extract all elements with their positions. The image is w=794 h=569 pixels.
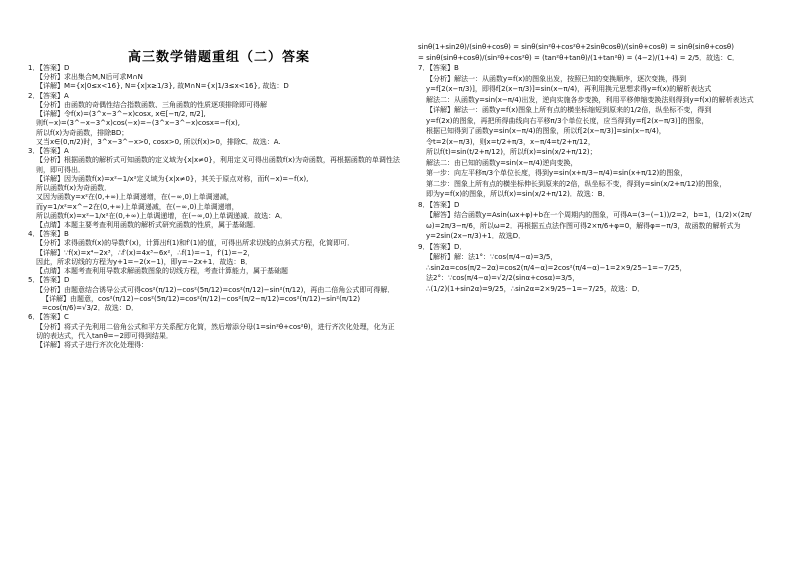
right-text-line: 法2°：∵cos(π/4−α)=√2/2(sinα+cosα)=3/5， (426, 274, 580, 282)
left-text-line: 【分析】根据函数的解析式可知函数的定义域为{x|x≠0}，利用定义可得出函数f(x)为奇函数，再根据函数的单调性法则，即可得出． (36, 156, 400, 174)
left-text-line: 【分析】由题意结合诱导公式可得cos²(π/12)−cos²(5π/12)=cos²(π/12)−sin²(π/12)，再由二倍角公式即可得解． (36, 285, 395, 294)
left-text-line: 6．【答案】C (28, 313, 69, 322)
right-text-line: 所以f(t)=sin(t/2+π/12)，所以f(x)=sin(x/2+π/12)； (426, 148, 597, 156)
right-column (418, 42, 780, 294)
left-text-line: 1．【答案】D (28, 64, 70, 72)
left-text-line: 【分析】求出集合M,N后可求M∩N (36, 73, 143, 82)
left-text-line: 而y=1/x²=x^−2在(0,+∞)上单调递减，在(−∞,0)上单调递增， (36, 202, 239, 211)
right-text-line: y=f[2(x−π/3)]，即得f[2(x−π/3)]=sin(x−π/4)，再利用换元思想求得y=f(x)的解析表达式 (426, 85, 712, 93)
left-text-line: 因此，所求切线的方程为y+1=−2(x−1)，即y=−2x+1．故选：B． (36, 257, 253, 266)
left-column (28, 64, 400, 569)
left-text-line: 2．【答案】A (28, 91, 69, 100)
left-text-line: 【点睛】本题考查利用导数求解函数图象的切线方程，考查计算能力，属于基础题 (36, 267, 288, 276)
right-text-line: 即为y=f(x)的图象，所以f(x)=sin(x/2+π/12)．故选：B． (426, 190, 610, 198)
right-text-line: 8．【答案】D (418, 200, 460, 209)
left-text-line: 又因为函数y=x²在(0,+∞)上单调递增，在(−∞,0)上单调递减， (36, 193, 234, 202)
left-text-line: 3．【答案】A (28, 147, 69, 156)
left-text-line: 【详解】令f(x)=(3^x−3^−x)cosx, x∈[−π/2, π/2], (36, 110, 206, 119)
left-text-line: 【详解】∵f(x)=x⁴−2x³，∴f′(x)=4x³−6x²，∴f(1)=−1，f′(1)=−2， (36, 248, 255, 257)
right-text-line: 解法二：从函数y=sin(x−π/4)出发，逆向实施各步变换，利用平移伸缩变换法则得到y=f(x)的解析表达式 (426, 95, 754, 104)
right-text-line: 第一步：向左平移π/3个单位长度，得到y=sin(x+π/3−π/4)=sin(x+π/12)的图象， (426, 169, 688, 177)
left-text-line: 又当x∈(0,π/2)时，3^x−3^−x>0, cosx>0, 所以f(x)>0，排除C．故选：A. (36, 137, 281, 146)
right-text-line: 【解析】解：法1°：∵cos(π/4−α)=3/5， (426, 253, 558, 261)
right-text-line: 【详解】解法一：函数y=f(x)图象上所有点的横坐标缩短到原来的1/2倍，纵坐标不变，得到 (426, 106, 712, 114)
right-text-line: 第二步：图象上所有点的横坐标伸长到原来的2倍，纵坐标不变，得到y=sin(x/2+π/12)的图象， (426, 179, 727, 188)
right-text-line: 【分析】解法一：从函数y=f(x)的图象出发，按照已知的变换顺序，逐次变换，得到 (426, 74, 687, 83)
right-text-line: 令t=2(x−π/3)，则x=t/2+π/3，x−π/4=t/2+π/12， (426, 137, 595, 146)
right-text-line: ∴sin2α=cos(π/2−2α)=cos2(π/4−α)=2cos²(π/4−α)−1=2×9/25−1=−7/25， (426, 263, 687, 272)
right-text-line: ∴(1/2)(1+sin2α)=9/25，∴sin2α=2×9/25−1=−7/25，故选：D． (426, 284, 645, 293)
left-text-line: 所以f(x)为奇函数，排除BD； (36, 128, 129, 137)
left-text-line: 4．【答案】B (28, 230, 69, 239)
left-text-line: 【详解】由题意，cos²(π/12)−cos²(5π/12)=cos²(π/12)−cos²(π/2−π/12)=cos²(π/12)−sin²(π/12) (42, 294, 361, 303)
right-text-line: 解法二：由已知的函数y=sin(x−π/4)逆向变换， (426, 158, 578, 167)
left-text-line: =cos(π/6)=√3/2．故选：D． (42, 304, 139, 313)
left-text-line: 【分析】由函数的奇偶性结合指数函数、三角函数的性质逐项排除即可得解 (36, 100, 267, 109)
right-text-line: 7．【答案】B (418, 64, 459, 72)
right-text-line: sinθ(1+sin2θ)/(sinθ+cosθ) = sinθ(sin²θ+cos²θ+2sinθcosθ)/(sinθ+cosθ) = sinθ(sinθ+cosθ) (418, 43, 734, 51)
left-text-line: 【分析】将式子先利用二倍角公式和平方关系配方化简，然后增添分母(1=sin²θ+cos²θ)，进行齐次化处理，化为正切的表达式，代入tanθ=−2即可得到结果． (36, 322, 395, 340)
left-text-line: 所以函数f(x)为奇函数． (36, 184, 112, 193)
left-text-line: 所以函数f(x)=x²−1/x²在(0,+∞)上单调递增，在(−∞,0)上单调递减．故选：A． (36, 211, 287, 220)
right-text-line: 【解答】结合函数y=Asin(ωx+φ)+b在一个周期内的图象，可得A=(3−(−1))/2=2，b=1，(1/2)×(2π/ω)=2π/3−π/6，所以ω=2．再根据五点法作图可得2×π/6+φ=0，解得φ=−π/3，故函数的解析式为y=2sin(2x−π/3)+1．故选D． (426, 211, 752, 240)
page-title: 高三数学错题重组（二）答案 (128, 50, 311, 65)
right-text-line: 9．【答案】D． (418, 242, 467, 251)
left-text-line: 【详解】M={x|0≤x<16}, N={x|x≥1/3}, 故M∩N={x|1/3≤x<16}, 故选：D (36, 82, 289, 91)
left-text-line: 【点睛】本题主要考查利用函数的解析式研究函数的性质，属于基础题． (36, 220, 260, 229)
right-text-line: y=f(2x)的图象，再把所得曲线向右平移π/3个单位长度，应当得到y=f[2(x−π/3)]的图象， (426, 116, 709, 125)
left-text-line: 【详解】因为函数f(x)=x²−1/x²定义域为{x|x≠0}，其关于原点对称，而f(−x)=−f(x), (36, 174, 309, 183)
left-text-line: 【详解】将式子进行齐次化处理得： (36, 341, 148, 350)
left-text-line: 则f(−x)=(3^−x−3^x)cos(−x)=−(3^x−3^−x)cosx=−f(x), (36, 119, 240, 128)
left-text-line: 5．【答案】D (28, 276, 70, 285)
right-text-line: = sinθ(sinθ+cosθ)/(sin²θ+cos²θ) = (tan²θ+tanθ)/(1+tan²θ) = (4−2)/(1+4) = 2/5．故选：C． (418, 53, 740, 62)
right-text-line: 根据已知得到了函数y=sin(x−π/4)的图象，所以f[2(x−π/3)]=sin(x−π/4)， (426, 127, 666, 135)
left-text-line: 【分析】求得函数f(x)的导数f′(x)，计算出f(1)和f′(1)的值，可得出所求切线的点斜式方程，化简即可． (36, 239, 355, 248)
